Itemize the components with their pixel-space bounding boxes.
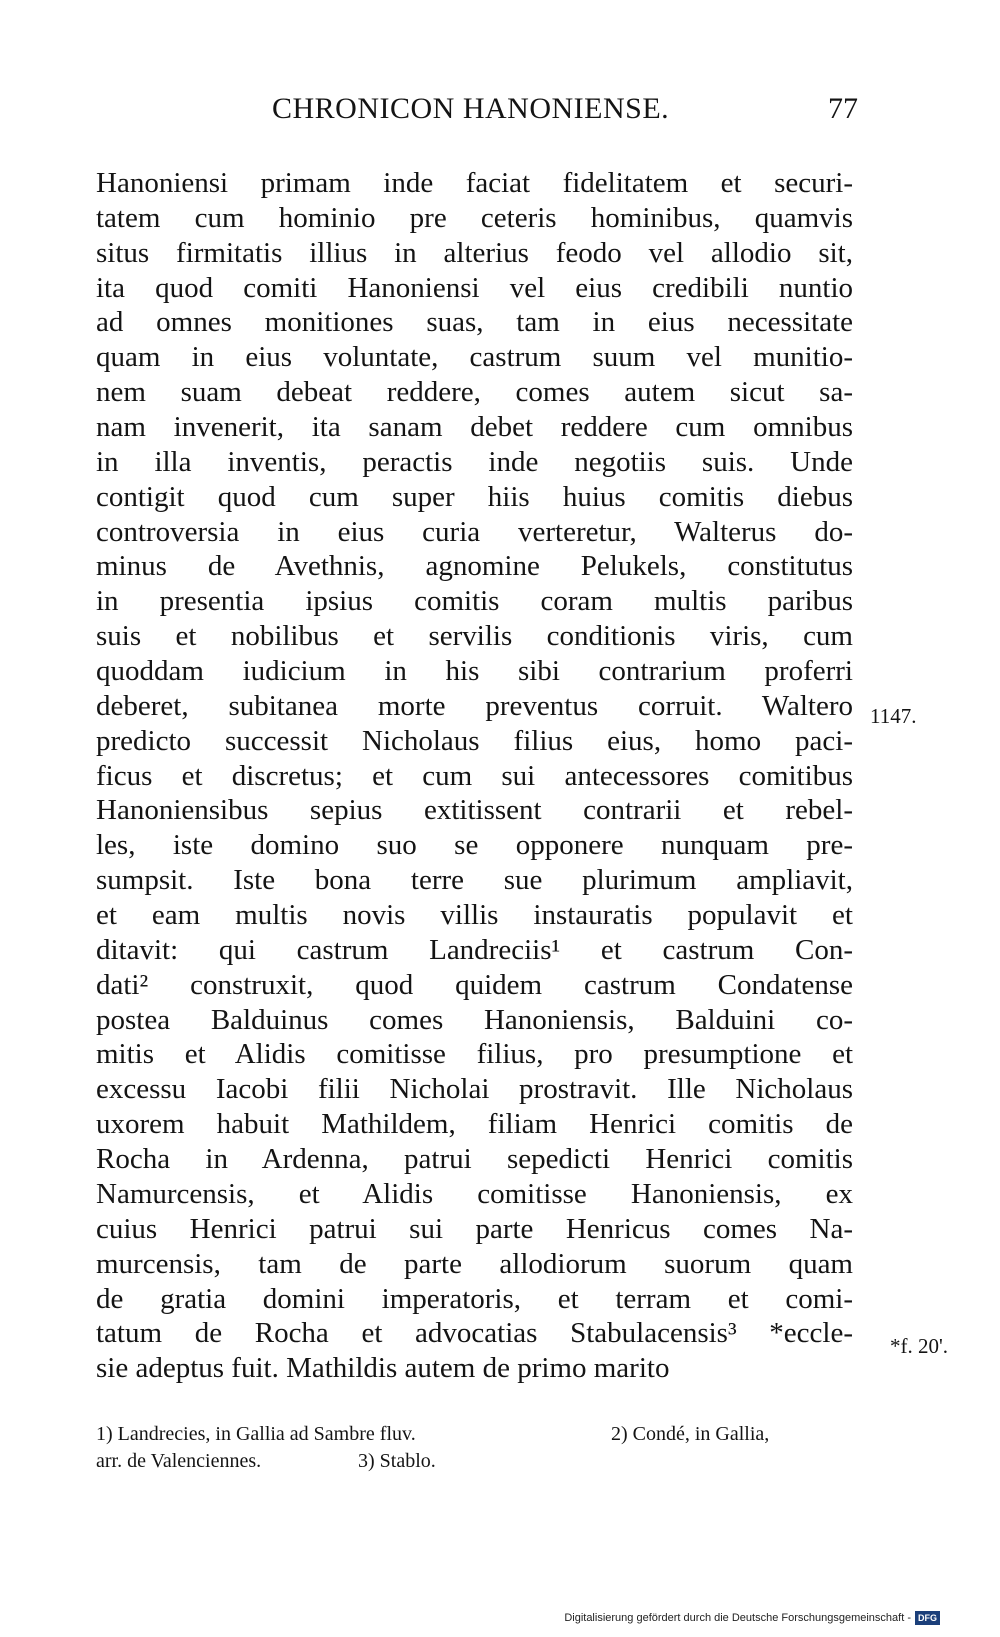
text-line: postea Balduinus comes Hanoniensis, Balduini co- xyxy=(96,1003,853,1036)
text-line: excessu Iacobi filii Nicholai prostravit. Ille Nicholaus xyxy=(96,1073,853,1106)
footnote-row xyxy=(96,1421,856,1448)
text-line: suis et nobilibus et servilis conditionis viris, cum xyxy=(96,620,853,653)
footnote-row xyxy=(96,1448,856,1475)
footnotes xyxy=(96,1421,856,1475)
text-line: Hanoniensi primam inde faciat fidelitatem et securi- xyxy=(96,167,853,199)
footnote-2: 2) Condé, in Gallia, xyxy=(611,1423,770,1445)
text-line: Hanoniensibus sepius extitissent contrarii et rebel- xyxy=(96,794,853,827)
footnote-3: 3) Stablo. xyxy=(358,1450,436,1472)
text-line: ad omnes monitiones suas, tam in eius necessitate xyxy=(96,306,853,339)
credit-text: Digitalisierung gefördert durch die Deutsche Forschungsgemeinschaft - xyxy=(564,1612,911,1624)
text-line: cuius Henrici patrui sui parte Henricus comes Na- xyxy=(96,1212,853,1245)
running-title: CHRONICON HANONIENSE. xyxy=(272,92,670,125)
text-line: Namurcensis, et Alidis comitisse Hanoniensis, ex xyxy=(96,1177,853,1210)
text-line: nam invenerit, ita sanam debet reddere cum omnibus xyxy=(96,411,853,444)
margin-note-year: 1147. xyxy=(870,704,917,728)
text-line: deberet, subitanea morte preventus corruit. Waltero xyxy=(96,689,853,722)
text-line: predicto successit Nicholaus filius eius, homo paci- xyxy=(96,724,853,757)
text-line: tatum de Rocha et advocatias Stabulacensis³ *eccle- xyxy=(96,1317,853,1350)
text-line: situs firmitatis illius in alterius feodo vel allodio sit, xyxy=(96,236,853,269)
text-line: in illa inventis, peractis inde negotiis suis. Unde xyxy=(96,445,853,478)
digitization-credit xyxy=(564,1611,940,1625)
text-line: in presentia ipsius comitis coram multis paribus xyxy=(96,585,853,618)
text-line: mitis et Alidis comitisse filius, pro presumptione et xyxy=(96,1038,853,1071)
text-line: ditavit: qui castrum Landreciis¹ et castrum Con- xyxy=(96,933,853,966)
text-line: uxorem habuit Mathildem, filiam Henrici comitis de xyxy=(96,1108,853,1141)
text-line: sumpsit. Iste bona terre sue plurimum ampliavit, xyxy=(96,864,853,897)
text-line: quoddam iudicium in his sibi contrarium proferri xyxy=(96,655,853,688)
page-number: 77 xyxy=(828,92,858,125)
text-line: tatem cum hominio pre ceteris hominibus, quamvis xyxy=(96,201,853,234)
text-line: nem suam debeat reddere, comes autem sicut sa- xyxy=(96,376,853,409)
page-header xyxy=(0,92,1000,136)
text-line: quam in eius voluntate, castrum suum vel munitio- xyxy=(96,341,853,374)
text-line: ita quod comiti Hanoniensi vel eius credibili nuntio xyxy=(96,271,853,304)
text-line: Rocha in Ardenna, patrui sepedicti Henrici comitis xyxy=(96,1143,853,1176)
text-line: dati² construxit, quod quidem castrum Condatense xyxy=(96,968,853,1001)
text-line: ficus et discretus; et cum sui antecessores comitibus xyxy=(96,759,853,792)
footnote-2-continuation: arr. de Valenciennes. xyxy=(96,1450,262,1472)
text-line: murcensis, tam de parte allodiorum suorum quam xyxy=(96,1247,853,1280)
margin-note-folio: *f. 20'. xyxy=(890,1334,949,1358)
text-line: de gratia domini imperatoris, et terram et comi- xyxy=(96,1282,853,1315)
text-line: controversia in eius curia verteretur, Walterus do- xyxy=(96,515,853,548)
footnote-1: 1) Landrecies, in Gallia ad Sambre fluv. xyxy=(96,1423,416,1445)
text-line: contigit quod cum super hiis huius comitis diebus xyxy=(96,480,853,513)
dfg-logo: DFG xyxy=(915,1611,940,1625)
main-text xyxy=(96,166,853,1386)
text-line: et eam multis novis villis instauratis populavit et xyxy=(96,899,853,932)
text-line: les, iste domino suo se opponere nunquam pre- xyxy=(96,829,853,862)
text-line: sie adeptus fuit. Mathildis autem de primo marito xyxy=(96,1352,670,1385)
text-line: minus de Avethnis, agnomine Pelukels, constitutus xyxy=(96,550,853,583)
